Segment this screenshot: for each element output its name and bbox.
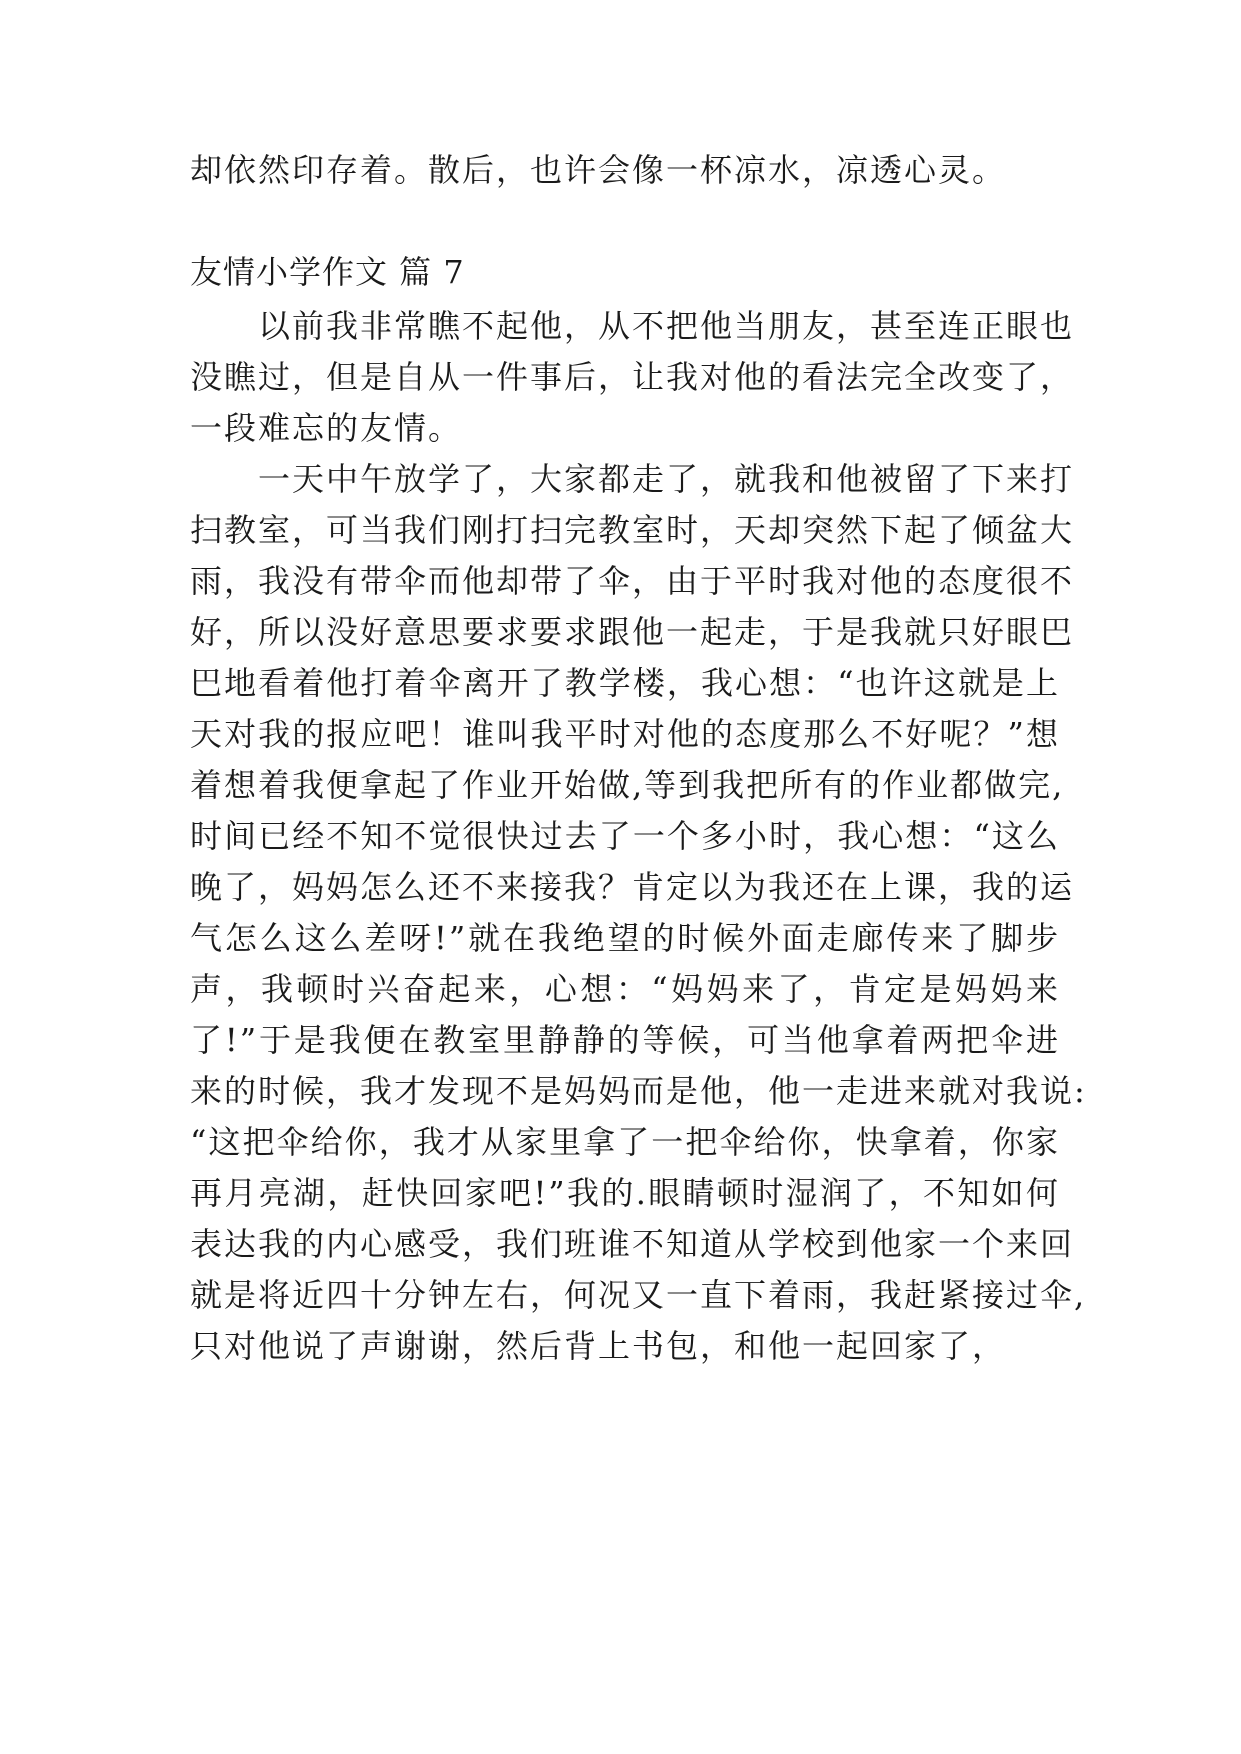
- text-line: 时间已经不知不觉很快过去了一个多小时，我心想：“这么: [190, 817, 1060, 855]
- text-line: 好，所以没好意思要求要求跟他一起走，于是我就只好眼巴: [190, 613, 1075, 651]
- text-line: 表达我的内心感受，我们班谁不知道从学校到他家一个来回: [190, 1225, 1075, 1263]
- text-line: 雨，我没有带伞而他却带了伞，由于平时我对他的态度很不: [190, 562, 1075, 600]
- text-line: 以前我非常瞧不起他，从不把他当朋友，甚至连正眼也: [258, 307, 1075, 345]
- section-heading: 友情小学作文 篇 7: [190, 253, 465, 291]
- text-line: 没瞧过，但是自从一件事后，让我对他的看法完全改变了，: [190, 358, 1075, 396]
- text-line: 了!”于是我便在教室里静静的等候，可当他拿着两把伞进: [190, 1021, 1060, 1059]
- text-line: 却依然印存着。散后，也许会像一杯凉水，凉透心灵。: [190, 151, 1007, 189]
- text-line: 天对我的报应吧！谁叫我平时对他的态度那么不好呢？”想: [190, 715, 1060, 753]
- text-line: 着想着我便拿起了作业开始做,等到我把所有的作业都做完,: [190, 766, 1065, 804]
- text-line: 晚了，妈妈怎么还不来接我？肯定以为我还在上课，我的运: [190, 868, 1075, 906]
- text-line: 巴地看着他打着伞离开了教学楼，我心想：“也许这就是上: [190, 664, 1060, 702]
- text-line: 扫教室，可当我们刚打扫完教室时，天却突然下起了倾盆大: [190, 511, 1075, 549]
- text-line: 一天中午放学了，大家都走了，就我和他被留了下来打: [258, 460, 1075, 498]
- text-line: 来的时候，我才发现不是妈妈而是他，他一走进来就对我说:: [190, 1072, 1087, 1110]
- text-line: 气怎么这么差呀!”就在我绝望的时候外面走廊传来了脚步: [190, 919, 1060, 957]
- text-line: 只对他说了声谢谢，然后背上书包，和他一起回家了，: [190, 1327, 1007, 1365]
- text-line: 就是将近四十分钟左右，何况又一直下着雨，我赶紧接过伞,: [190, 1276, 1087, 1314]
- text-line: 再月亮湖，赶快回家吧!”我的.眼睛顿时湿润了，不知如何: [190, 1174, 1060, 1212]
- text-line: 一段难忘的友情。: [190, 409, 463, 447]
- text-line: 声，我顿时兴奋起来，心想：“妈妈来了，肯定是妈妈来: [190, 970, 1060, 1008]
- text-line: “这把伞给你，我才从家里拿了一把伞给你，快拿着，你家: [190, 1123, 1060, 1161]
